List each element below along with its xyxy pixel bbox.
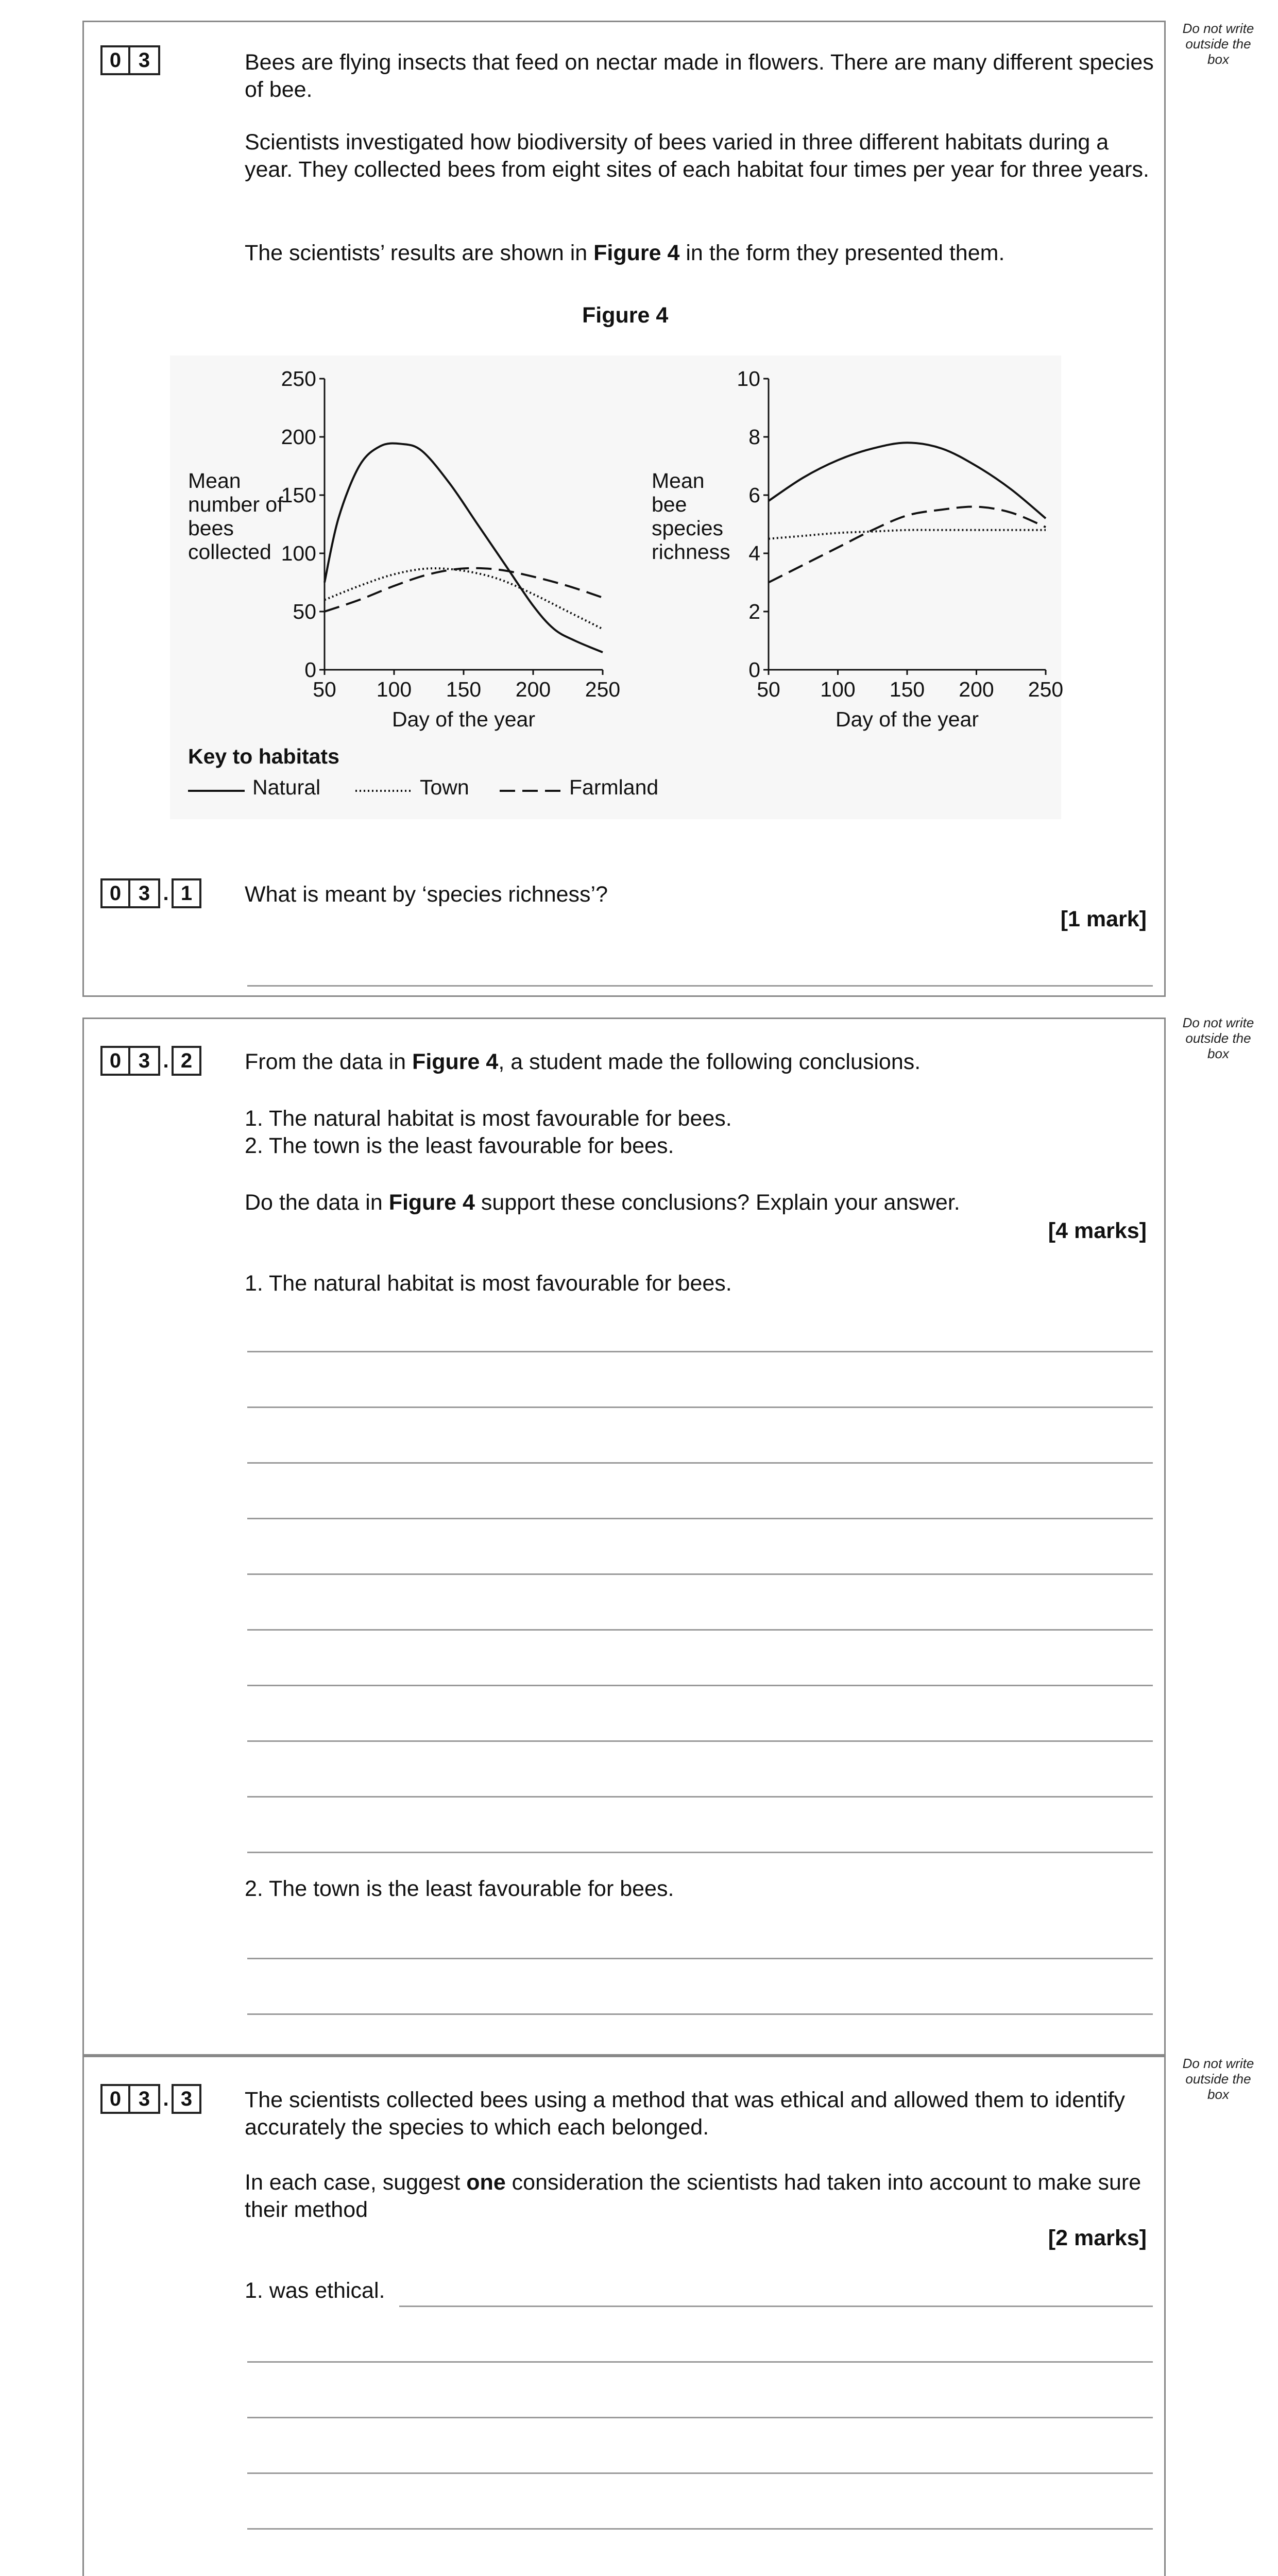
answer-line[interactable]: [247, 1685, 1153, 1686]
x-axis-label: Day of the year: [391, 707, 536, 731]
right-y-axis-label: Mean bee species richness: [652, 469, 730, 564]
answer-line[interactable]: [247, 1351, 1153, 1352]
figure-4: [170, 355, 1064, 819]
answer-line[interactable]: [247, 1852, 1153, 1853]
question-03-1-text: What is meant by ‘species richness’?: [245, 882, 608, 907]
qnum-digit: 3: [130, 2084, 160, 2114]
legend-line-natural: [188, 786, 245, 796]
x-tick-label: 50: [757, 677, 780, 701]
qnum-digit: 3: [130, 878, 160, 908]
y-tick-label: 50: [293, 600, 316, 623]
qnum-digit: 1: [172, 878, 201, 908]
answer-line[interactable]: [247, 2472, 1153, 2474]
y-tick-label: 6: [748, 483, 760, 507]
series-line-natural: [769, 443, 1046, 518]
legend-title: Key to habitats: [188, 744, 339, 768]
answer-line[interactable]: [247, 2013, 1153, 2015]
y-tick-label: 100: [281, 541, 316, 565]
margin-note: Do not write outside the box: [1182, 21, 1254, 67]
question-number-03-3: [100, 2084, 201, 2114]
legend-label-natural: Natural: [252, 775, 321, 799]
legend-line-farmland: [500, 786, 561, 796]
qnum-digit: 0: [100, 878, 130, 908]
answer-prompt-2: 2. The town is the least favourable for bees.: [245, 1876, 674, 1901]
qnum-digit: 3: [130, 1046, 160, 1076]
qnum-digit: 3: [130, 45, 160, 75]
marks-03-3: [2 marks]: [1048, 2226, 1147, 2250]
answer-line[interactable]: [247, 2361, 1153, 2363]
answer-prompt-1: 1. was ethical.: [245, 2278, 385, 2303]
text: in the form they presented them.: [679, 241, 1005, 265]
question-03-3-instruction: [245, 2169, 1162, 2224]
y-tick-label: 4: [748, 541, 760, 565]
qnum-dot: .: [163, 882, 169, 905]
qnum-digit: 2: [172, 1046, 201, 1076]
question-03-3-text: The scientists collected bees using a method that was ethical and allowed them to identify accurately the species to which each belonged.: [245, 2088, 1126, 2140]
left-y-axis-label: Mean number of bees collected: [188, 469, 283, 564]
answer-line[interactable]: [247, 1629, 1153, 1631]
qnum-digit: 0: [100, 45, 130, 75]
answer-line[interactable]: [247, 2417, 1153, 2418]
x-tick-label: 200: [515, 677, 551, 701]
y-tick-label: 8: [748, 425, 760, 449]
text: The scientists’ results are shown in: [245, 241, 594, 265]
answer-line[interactable]: [247, 1740, 1153, 1742]
qnum-digit: 0: [100, 1046, 130, 1076]
figure-title: Figure 4: [582, 303, 669, 328]
marks-03-1: [1 mark]: [1060, 907, 1147, 931]
y-tick-label: 150: [281, 483, 316, 507]
text: , a student made the following conclusions.: [498, 1049, 921, 1074]
answer-line[interactable]: [247, 1518, 1153, 1519]
x-axis-label: Day of the year: [835, 707, 979, 731]
marks-03-2: [4 marks]: [1048, 1218, 1147, 1243]
figure-ref: Figure 4: [593, 241, 680, 265]
series-line-town: [769, 530, 1046, 539]
y-tick-label: 250: [281, 367, 316, 391]
series-line-farmland: [769, 506, 1046, 582]
series-line-town: [325, 568, 603, 629]
qnum-digit: 3: [172, 2084, 201, 2114]
answer-line[interactable]: [247, 1958, 1153, 1959]
conclusion-1: 1. The natural habitat is most favourable for bees.: [245, 1106, 732, 1131]
answer-line[interactable]: [247, 1796, 1153, 1798]
series-line-farmland: [325, 568, 603, 612]
x-tick-label: 50: [313, 677, 336, 701]
legend-label-town: Town: [420, 775, 469, 799]
y-tick-label: 2: [748, 600, 760, 623]
question-03-2-ask: [245, 1189, 1162, 1216]
margin-note: Do not write outside the box: [1182, 2056, 1254, 2102]
text: consideration the scientists had taken into account to make sure their method: [245, 2170, 1141, 2222]
margin-note: Do not write outside the box: [1182, 1015, 1254, 1061]
answer-line[interactable]: [247, 1406, 1153, 1408]
answer-line[interactable]: [247, 1462, 1153, 1464]
question-number-03-1: [100, 878, 201, 908]
qnum-dot: .: [163, 2087, 169, 2110]
emphasis: one: [466, 2170, 506, 2195]
figure-ref: Figure 4: [388, 1190, 475, 1215]
legend-line-town: [355, 786, 412, 796]
x-tick-label: 150: [889, 677, 925, 701]
x-tick-label: 100: [820, 677, 856, 701]
method-paragraph: Scientists investigated how biodiversity of bees varied in three different habitats during a year. They collected bees from eight sites of each habitat four times per year for three years.: [245, 130, 1149, 182]
answer-line[interactable]: [247, 985, 1153, 987]
question-number-03: [100, 45, 160, 75]
answer-line[interactable]: [247, 2528, 1153, 2530]
qnum-digit: 0: [100, 2084, 130, 2114]
series-line-natural: [325, 443, 603, 652]
text: From the data in: [245, 1049, 413, 1074]
y-tick-label: 10: [737, 367, 760, 391]
legend-label-farmland: Farmland: [569, 775, 659, 799]
text: In each case, suggest: [245, 2170, 467, 2195]
text: Do the data in: [245, 1190, 389, 1215]
y-tick-label: 0: [304, 658, 316, 682]
figure-ref: Figure 4: [412, 1049, 499, 1074]
text: support these conclusions? Explain your answer.: [474, 1190, 960, 1215]
intro-paragraph: Bees are flying insects that feed on nectar made in flowers. There are many different species of bee.: [245, 50, 1154, 102]
x-tick-label: 100: [376, 677, 412, 701]
x-tick-label: 200: [959, 677, 994, 701]
conclusion-2: 2. The town is the least favourable for bees.: [245, 1133, 674, 1158]
question-number-03-2: [100, 1046, 201, 1076]
x-tick-label: 150: [446, 677, 482, 701]
x-tick-label: 250: [585, 677, 621, 701]
question-03-2-intro: [245, 1048, 1162, 1076]
x-tick-label: 250: [1028, 677, 1064, 701]
qnum-dot: .: [163, 1049, 169, 1072]
y-tick-label: 200: [281, 425, 316, 449]
answer-line[interactable]: [247, 1573, 1153, 1575]
results-paragraph: [245, 240, 1162, 267]
answer-prompt-1: 1. The natural habitat is most favourable for bees.: [245, 1271, 732, 1296]
y-tick-label: 0: [748, 658, 760, 682]
answer-line[interactable]: [399, 2306, 1153, 2307]
